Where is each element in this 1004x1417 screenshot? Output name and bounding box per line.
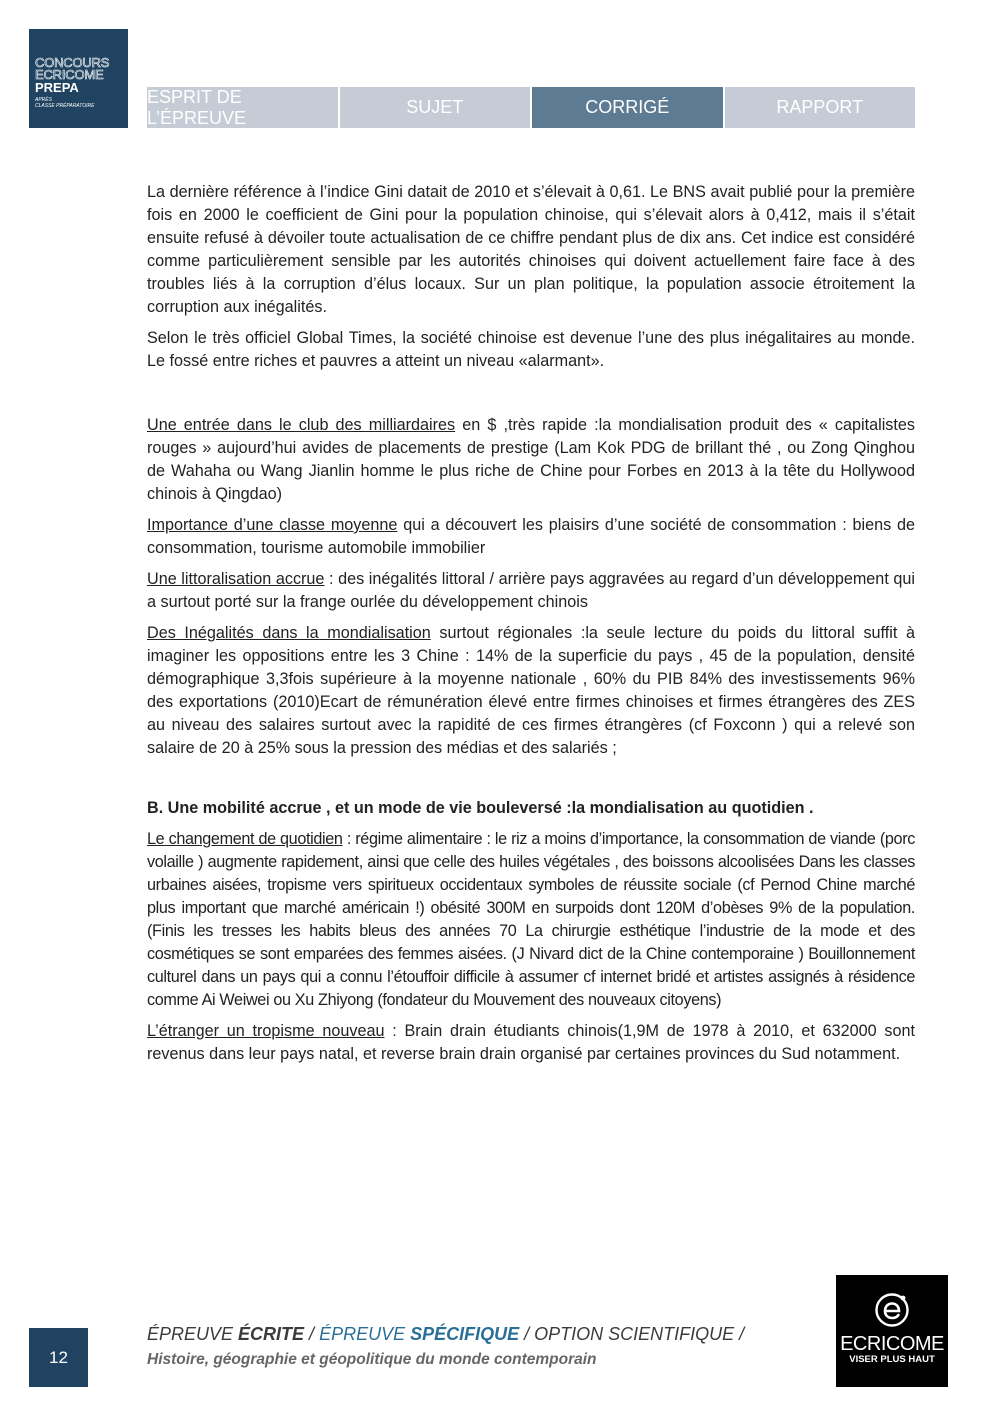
brand-slogan: VISER PLUS HAUT [849, 1354, 935, 1365]
paragraph-gini: La dernière référence à l’indice Gini datait de 2010 et s’élevait à 0,61. Le BNS avait publié pour la première fois en 2000 le coefficient de Gini pour la population chinoise, qui s’élevait alors à 0,412, mais il s’était ensuite refusé à dévoiler toute actualisation de ce chiffre pendant plus de dix ans. Cet indice est considéré comme particulièrement sensible par les autorités chinoises qui doivent actuellement faire face à des troubles liés à la corruption d’élus locaux. Sur un plan politique, la population associe étroitement la corruption aux inégalités. [147, 183, 915, 316]
page-number: 12 [29, 1328, 88, 1387]
logo-line-apres: APRÈS [35, 97, 52, 103]
paragraph-text: : Brain drain étudiants chinois(1,9M de 1978 à 2010, et 632000 sont revenus dans leur pays natal, et reverse brain drain organisé par certaines provinces du Sud notamment. [147, 1022, 915, 1063]
paragraph-milliardaires [147, 414, 915, 506]
brand-name: ECRICOME [840, 1333, 944, 1355]
spacer [147, 768, 915, 797]
paragraph-classe-moyenne [147, 514, 915, 560]
ecricome-e-icon [873, 1291, 911, 1329]
footer-ecrite: ÉCRITE [238, 1324, 305, 1344]
footer-subject: Histoire, géographie et géopolitique du monde contemporain [147, 1351, 597, 1368]
paragraph-title: L’étranger un tropisme nouveau [147, 1022, 385, 1040]
footer-epreuve-2: ÉPREUVE [319, 1324, 411, 1344]
section-heading-b: B. Une mobilité accrue , et un mode de vie bouleversé :la mondialisation au quotidien . [147, 799, 814, 817]
paragraph-text: qui a découvert les plaisirs d’une société de consommation : biens de consommation, tourisme automobile immobilier [147, 516, 915, 557]
logo-line-prepa: PREPA [35, 80, 79, 95]
ecricome-brand-logo [836, 1275, 948, 1387]
paragraph-title: Une entrée dans le club des milliardaires [147, 416, 456, 434]
section-tabs [147, 87, 915, 128]
concours-logo [29, 29, 128, 128]
paragraph-inegalites [147, 622, 915, 760]
paragraph-text: en $ ,très rapide :la mondialisation produit des « capitalistes rouges » aujourd’hui avides de placements de prestige (Lam Kok PDG de brillant thé , ou Zong Qinghou de Wahaha ou Wang Jianlin homme le plus riche de Chine pour Forbes en 2013 à la tête du Hollywood chinois à Qingdao) [147, 416, 915, 503]
paragraph-text: : des inégalités littoral / arrière pays aggravées au regard d’un développement qui a surtout porté sur la frange ourlée du développement chinois [147, 570, 915, 611]
paragraph-title: Importance d’une classe moyenne [147, 516, 398, 534]
tab-esprit-epreuve[interactable]: ESPRIT DE L’ÉPREUVE [147, 87, 338, 128]
tab-sujet[interactable]: SUJET [340, 87, 531, 128]
logo-line-concours: CONCOURS [35, 55, 110, 70]
footer-specifique: SPÉCIFIQUE [410, 1324, 520, 1344]
footer-epreuve: ÉPREUVE [147, 1324, 239, 1344]
paragraph-title: Le changement de quotidien [147, 830, 343, 848]
tab-rapport[interactable]: RAPPORT [725, 87, 916, 128]
paragraph-title: Des Inégalités dans la mondialisation [147, 624, 431, 642]
paragraph-text: surtout régionales :la seule lecture du poids du littoral suffit à imaginer les oppositions entre les 3 Chine : 14% de la superficie du pays , 45 de la population, densité démographique 3,3fois supérieure à la moyenne nationale , 60% du PIB 84% des investissements 96% des exportations (2010)Ecart de rémunération élevé entre firmes chinoises et firmes étrangères des ZES au niveau des salaires surtout avec la rapidité de ces firmes étrangères (cf Foxconn ) qui a relevé son salaire de 20 à 25% sous la pression des médias et des salariés ; [147, 624, 915, 757]
logo-line-ecricome: ECRICOME [35, 67, 104, 82]
logo-line-classe: CLASSE PRÉPARATOIRE [35, 103, 95, 109]
footer-exam-type [147, 1324, 744, 1345]
paragraph-littoralisation [147, 568, 915, 614]
tab-corrige[interactable]: CORRIGÉ [532, 87, 723, 128]
footer-separator: / [519, 1324, 535, 1344]
paragraph-quotidien [147, 828, 915, 1012]
paragraph-title: Une littoralisation accrue [147, 570, 325, 588]
document-body [147, 181, 915, 1074]
footer-option: OPTION SCIENTIFIQUE / [534, 1324, 745, 1344]
paragraph-global-times: Selon le très officiel Global Times, la société chinoise est devenue l’une des plus inégalitaires au monde. Le fossé entre riches et pauvres a atteint un niveau «alarmant». [147, 329, 915, 370]
footer-separator: / [304, 1324, 320, 1344]
spacer [147, 381, 915, 414]
paragraph-etranger [147, 1020, 915, 1066]
paragraph-text: : régime alimentaire : le riz a moins d’importance, la consommation de viande (porc volaille ) augmente rapidement, ainsi que celle des huiles végétales , des boissons alcoolisées Dans les classes urbaines aisées, tropisme vers spiritueux occidentaux symboles de réussite sociale (cf Pernod Chine marché plus important que marché américain !) obésité 300M en surpoids dont 120M d’obèses 9% de la population. (Finis les tresses les habits bleus des années 70 La chirurgie esthétique l’industrie de la mode et des cosmétiques se sont emparées des femmes aisées. (J Nivard dict de la Chine contemporaine ) Bouillonnement culturel dans un pays qui a connu l’étouffoir difficile à assumer cf internet bridé et artistes assignés à résidence comme Ai Weiwei ou Xu Zhiyong (fondateur du Mouvement des nouveaux citoyens) [147, 830, 915, 1009]
